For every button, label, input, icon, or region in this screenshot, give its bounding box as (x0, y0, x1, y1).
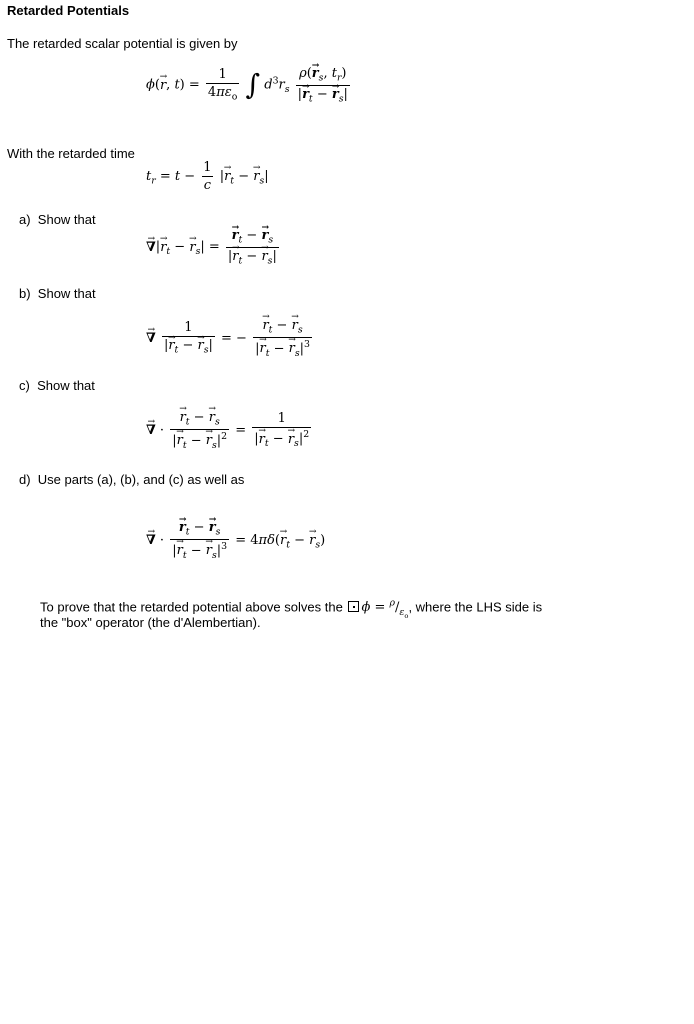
conclusion-prefix: To prove that the retarded potential above solves the (40, 599, 343, 615)
item-c-label: c) (19, 378, 30, 393)
conclusion-suffix: , where the LHS side is (408, 599, 543, 615)
equation-c: → ∇ · → $\frac{r_t - \to r_s}{|\to r_t - \to r_s|^2}$ = $\frac{1}{|\to r_t - \to r_s|^2}$ (146, 410, 313, 451)
item-a-text: Show that (37, 212, 96, 227)
equation-d: → ∇ · → $\frac{r_t - \to r_s}{|\to r_t - \to r_s|^3}$ = $4\pi\delta(\to r_t$ − → $r_s$) (146, 520, 325, 561)
conclusion-line-1: To prove that the retarded potential above solves the $\phi = ^\rho/_{\varepsilon_o}$, where the LHS side is (40, 598, 543, 620)
equation-retarded-time: $t_r = t$ − $\frac{1}{c}$ |→ $r_t$ − → $r_s|$ (146, 160, 269, 193)
item-c-text: Show that (37, 378, 95, 393)
equation-potential: ϕ(→ r, t) = $\frac{1}{4\pi\varepsilon_o}$ ∫ $d^3r_s$ $\frac{\rho(\to r_s, t_r)}{|\to r_t - \to r_s|}$ (146, 66, 352, 104)
retarded-time-text: With the retarded time (7, 146, 135, 161)
box-operator-icon (348, 601, 359, 612)
item-b-label: b) (19, 286, 31, 301)
item-d-label: d) (19, 472, 31, 487)
equation-b: → ∇ $\frac{1}{|\to r_t - \to r_s|}$ = − → $\frac{r_t - \to r_s}{|\to r_t - \to r_s|^3}$ (146, 318, 314, 359)
item-a-label: a) (19, 212, 31, 227)
item-b-text: Show that (37, 286, 96, 301)
item-d-text: Use parts (a), (b), and (c) as well as (37, 472, 245, 487)
item-c (19, 378, 95, 393)
item-a (19, 212, 96, 227)
equation-a: → ∇|→ $r_t$ − → $r_s|$ = → $\frac{r_t - \to r_s}{|\to r_t - \to r_s|}$ (146, 228, 281, 266)
item-b (19, 286, 96, 301)
page-title: Retarded Potentials (7, 3, 130, 18)
intro-text: The retarded scalar potential is given by (7, 36, 238, 51)
conclusion-line-2: the "box" operator (the d'Alembertian). (40, 615, 261, 630)
item-d (19, 472, 244, 487)
